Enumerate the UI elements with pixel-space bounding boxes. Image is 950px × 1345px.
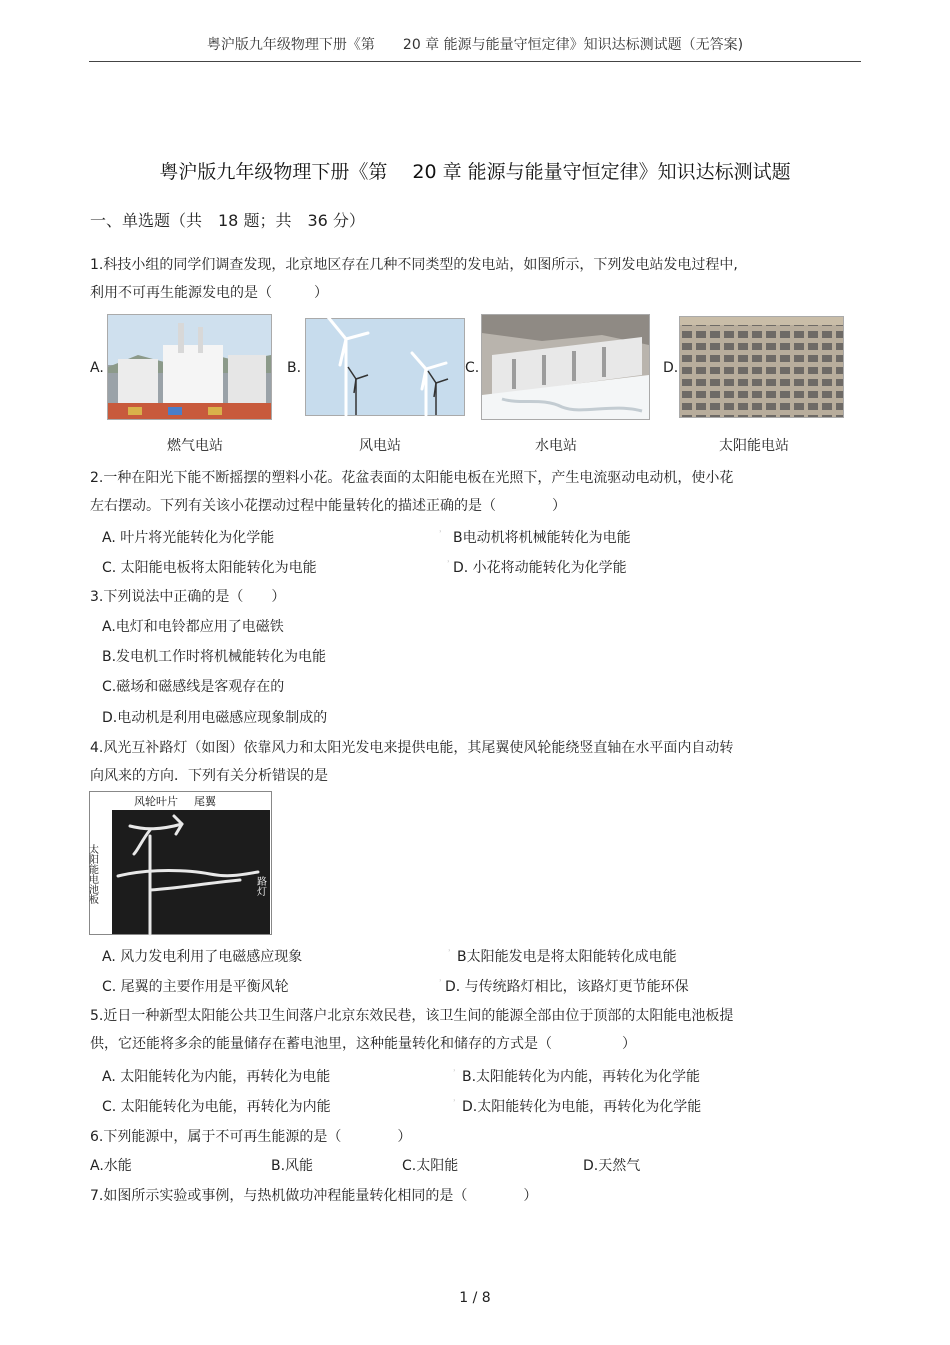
q1-option-a-label: A. [90,360,104,376]
q1-line2: 利用不可再生能源发电的是（ ） [90,285,328,301]
q4-option-b: B太阳能发电是将太阳能转化成电能 [457,949,677,965]
q3-option-b: B.发电机工作时将机械能转化为电能 [102,649,327,665]
page-number: 1 / 8 [459,1290,491,1306]
q6-option-d: D.天然气 [583,1158,641,1174]
document-title: 粤沪版九年级物理下册《第 20 章 能源与能量守恒定律》知识达标测试题 [159,161,791,183]
q5-option-a: A. 太阳能转化为内能，再转化为电能 [102,1069,331,1085]
q7-line1: 7.如图所示实验或事例，与热机做功冲程能量转化相同的是（ ） [90,1188,538,1204]
tail-label: 尾翼 [194,795,216,808]
q1-caption-a: 燃气电站 [167,438,223,454]
header-rule [89,61,861,62]
q3-line1: 3.下列说法中正确的是（ ） [90,589,286,605]
q1-option-b-label: B. [287,360,302,376]
q4-option-a: A. 风力发电利用了电磁感应现象 [102,949,303,965]
q1-option-d-label: D. [663,360,679,376]
hydro-power-station-image [481,314,650,420]
blade-label: 风轮叶片 [134,795,178,808]
lamp-label: 路灯 [254,876,266,896]
q1-caption-b: 风电站 [359,438,401,454]
column-marker: ᾽ [438,531,443,541]
q3-option-a: A.电灯和电铃都应用了电磁铁 [102,619,284,635]
q5-option-c: C. 太阳能转化为电能，再转化为内能 [102,1099,331,1115]
q6-option-b: B.风能 [271,1158,314,1174]
q5-option-d: D.太阳能转化为电能，再转化为化学能 [462,1099,702,1115]
q1-caption-c: 水电站 [535,438,577,454]
running-header: 粤沪版九年级物理下册《第 20 章 能源与能量守恒定律》知识达标测试题（无答案) [206,37,744,53]
q4-line1: 4.风光互补路灯（如图）依靠风力和太阳光发电来提供电能，其尾翼使风轮能绕竖直轴在水平面内自动转 [90,740,734,756]
solar-panel-label: 太阳能电池板 [86,844,98,904]
q2-line1: 2.一种在阳光下能不断摇摆的塑料小花。花盆表面的太阳能电板在光照下，产生电流驱动电动机，使小花 [90,470,734,486]
q1-option-c-label: C. [465,360,480,376]
q4-option-c: C. 尾翼的主要作用是平衡风轮 [102,979,289,995]
q2-option-a: A. 叶片将光能转化为化学能 [102,530,275,546]
column-marker: ᾽ [452,1100,457,1110]
wind-solar-street-lamp-figure [86,791,272,935]
q4-line2: 向风来的方向．下列有关分析错误的是 [90,768,328,784]
q3-option-d: D.电动机是利用电磁感应现象制成的 [102,710,328,726]
q5-line1: 5.近日一种新型太阳能公共卫生间落户北京东效民巷，该卫生间的能源全部由位于顶部的太阳能电池板提 [90,1008,734,1024]
q5-option-b: B.太阳能转化为内能，再转化为化学能 [462,1069,701,1085]
q2-option-b: B电动机将机械能转化为电能 [453,530,631,546]
q5-line2: 供，它还能将多余的能量储存在蓄电池里，这种能量转化和储存的方式是（ ） [90,1036,636,1052]
column-marker: ᾽ [447,950,452,960]
q4-option-d: D. 与传统路灯相比，该路灯更节能环保 [445,979,689,995]
column-marker: ᾽ [438,980,443,990]
q6-option-a: A.水能 [90,1158,132,1174]
gas-power-station-image [107,314,272,420]
column-marker: ᾽ [446,561,451,571]
solar-power-station-image [679,316,844,418]
q6-line1: 6.下列能源中，属于不可再生能源的是（ ） [90,1129,412,1145]
column-marker: ᾽ [452,1070,457,1080]
q2-line2: 左右摆动。下列有关该小花摆动过程中能量转化的描述正确的是（ ） [90,498,566,514]
q1-caption-d: 太阳能电站 [719,438,789,454]
q2-option-d: D. 小花将动能转化为化学能 [453,560,627,576]
q3-option-c: C.磁场和磁感线是客观存在的 [102,679,285,695]
q6-option-c: C.太阳能 [402,1158,459,1174]
wind-power-station-image [305,318,465,416]
q2-option-c: C. 太阳能电板将太阳能转化为电能 [102,560,317,576]
q1-line1: 1.科技小组的同学们调查发现，北京地区存在几种不同类型的发电站，如图所示，下列发电站发电过程中, [90,257,738,273]
section-heading: 一、单选题（共 18 题；共 36 分） [90,211,365,230]
